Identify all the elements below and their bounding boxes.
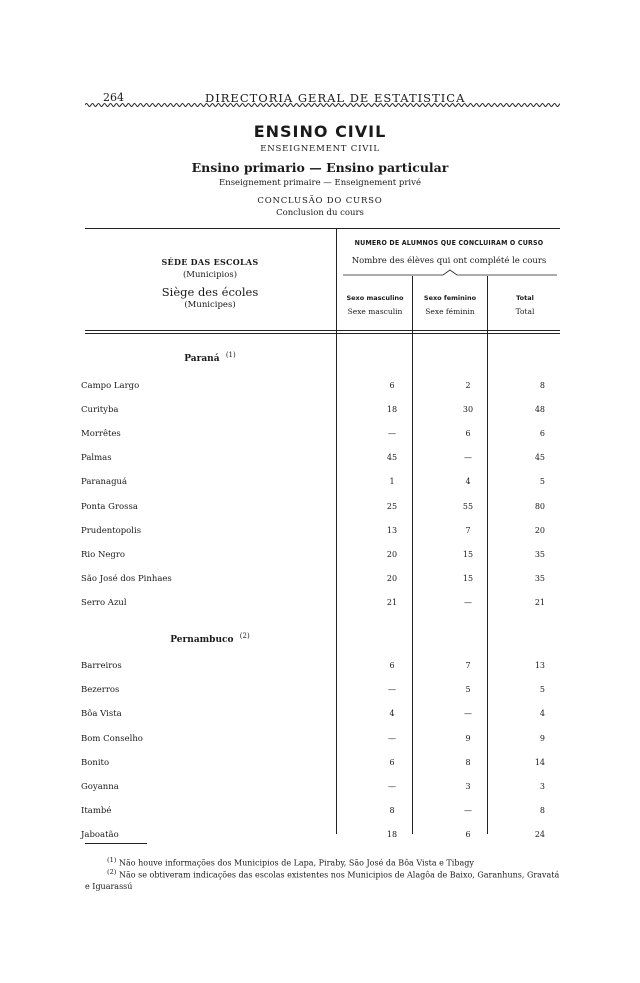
group-heading [85, 632, 335, 645]
row-municipio: São José dos Pinhaes [81, 574, 172, 585]
cell-feminino: 7 [465, 525, 471, 535]
group-note: (2) [239, 631, 250, 640]
cell-masculino: 18 [386, 404, 398, 414]
cell-masculino: 8 [389, 806, 395, 816]
cell-total: 8 [539, 806, 545, 816]
cell-total: 5 [539, 685, 545, 695]
row-municipio: Ponta Grossa [81, 501, 138, 512]
cell-total: 3 [539, 782, 545, 791]
cell-masculino: 20 [386, 549, 398, 559]
brace-rule [343, 268, 557, 276]
footnote-2-mark: (2) [107, 868, 117, 876]
cell-total: 13 [534, 661, 545, 670]
row-municipio: Campo Largo [81, 380, 140, 391]
footnote-2-text: Não se obtiveram indicações das escolas existentes nos Municipios de Alagôa de Baixo, Garanhuns, Gravatá e Iguarassú [85, 870, 560, 891]
header-municipios: (Municipios) [182, 270, 238, 280]
col-divider-sede [336, 228, 337, 834]
col-header-fem-fr: Sexe féminin [425, 307, 475, 316]
row-municipio: Itambé [81, 806, 112, 817]
cell-total: 9 [539, 733, 545, 743]
cell-feminino: 55 [462, 501, 474, 511]
cell-masculino: 6 [389, 661, 395, 670]
row-municipio: Prudentopolis [81, 525, 142, 536]
group-name: Paraná [184, 354, 220, 364]
cell-masculino: 45 [386, 453, 398, 463]
row-municipio: Curityba [81, 404, 119, 415]
row-municipio: Serro Azul [81, 598, 127, 609]
row-municipio: Morrêtes [81, 428, 121, 439]
section-title-fr: Enseignement primaire — Enseignement privé [219, 178, 421, 188]
group-note: (1) [225, 351, 236, 359]
row-municipio: Jaboatão [81, 830, 119, 841]
header-sede: SÉDE DAS ESCOLAS [161, 257, 259, 267]
cell-total: 45 [534, 453, 545, 463]
col-header-fem: Sexo feminino [423, 294, 477, 302]
header-siege: Siège des écoles [161, 285, 259, 299]
cell-masculino: 20 [386, 574, 398, 584]
cell-total: 48 [534, 404, 545, 414]
cell-masculino: 1 [389, 477, 395, 487]
cell-feminino: 9 [465, 733, 471, 743]
cell-masculino: 4 [389, 709, 395, 719]
row-municipio: Bôa Vista [81, 709, 122, 720]
row-municipio: Bonito [81, 757, 110, 768]
page-number: 264 [103, 91, 124, 104]
cell-total: 4 [539, 709, 545, 719]
cell-feminino: — [464, 709, 472, 719]
group-heading [85, 351, 335, 364]
header-numero: NUMERO DE ALUMNOS QUE CONCLUIRAM O CURSO [354, 239, 544, 247]
cell-feminino: 6 [465, 428, 471, 438]
cell-masculino: 13 [386, 525, 398, 535]
cell-total: 80 [534, 501, 545, 511]
header-bottom-rule-2 [85, 333, 560, 334]
cell-feminino: 30 [462, 404, 474, 414]
page-title: ENSINO CIVIL [253, 122, 387, 141]
cell-total: 8 [539, 380, 545, 390]
row-municipio: Rio Negro [81, 549, 126, 560]
col-header-total-fr: Total [515, 307, 535, 316]
cell-feminino: 4 [465, 477, 471, 487]
wavy-rule [85, 101, 560, 109]
cell-total: 20 [534, 525, 545, 535]
cell-masculino: — [388, 733, 396, 743]
row-municipio: Goyanna [81, 782, 119, 792]
cell-feminino: — [464, 806, 472, 816]
page-title-fr: ENSEIGNEMENT CIVIL [260, 144, 380, 154]
cell-masculino: 21 [386, 598, 398, 608]
cell-masculino: 6 [389, 757, 395, 767]
col-header-masc-fr: Sexe masculin [347, 307, 403, 316]
header-municipes: (Municipes) [184, 300, 236, 310]
header-numero-fr: Nombre des élèves qui ont complété le cours [351, 256, 547, 266]
cell-masculino: 6 [389, 380, 395, 390]
cell-total: 6 [539, 428, 545, 438]
cell-total: 24 [534, 830, 545, 840]
cell-feminino: 3 [465, 782, 471, 791]
cell-feminino: 5 [465, 685, 471, 695]
col-header-total: Total [516, 294, 534, 302]
row-municipio: Paranaguá [81, 477, 128, 488]
row-municipio: Bezerros [81, 685, 120, 696]
cell-feminino: — [464, 453, 472, 463]
row-municipio: Palmas [81, 453, 112, 464]
col-header-masc: Sexo masculino [346, 294, 404, 302]
table-top-rule [85, 228, 560, 229]
cell-total: 21 [534, 598, 545, 608]
cell-feminino: 6 [465, 830, 471, 840]
conclusion-title: CONCLUSÃO DO CURSO [257, 196, 383, 206]
cell-masculino: — [388, 782, 396, 791]
cell-total: 35 [534, 574, 545, 584]
footnote-2 [85, 867, 560, 892]
cell-masculino: 25 [386, 501, 398, 511]
footnote-1-mark: (1) [107, 856, 117, 864]
cell-feminino: 15 [462, 549, 474, 559]
running-header: DIRECTORIA GERAL DE ESTATISTICA [205, 91, 466, 105]
conclusion-title-fr: Conclusion du cours [276, 208, 364, 218]
cell-feminino: — [464, 598, 472, 608]
cell-total: 5 [539, 477, 545, 487]
cell-masculino: — [388, 428, 396, 438]
cell-feminino: 7 [465, 661, 471, 670]
header-bottom-rule [85, 330, 560, 331]
cell-total: 14 [534, 757, 545, 767]
cell-masculino: 18 [386, 830, 398, 840]
cell-total: 35 [534, 549, 545, 559]
cell-feminino: 2 [465, 380, 471, 390]
footnote-1-text: Não houve informações dos Municipios de Lapa, Piraby, São José da Bôa Vista e Tibagy [118, 858, 474, 868]
cell-feminino: 15 [462, 574, 474, 584]
footnote-rule [85, 843, 147, 844]
row-municipio: Bom Conselho [81, 733, 143, 744]
row-municipio: Barreiros [81, 661, 122, 671]
cell-feminino: 8 [465, 757, 471, 767]
section-title: Ensino primario — Ensino particular [191, 160, 449, 175]
cell-masculino: — [388, 685, 396, 695]
group-name: Pernambuco [170, 634, 234, 645]
